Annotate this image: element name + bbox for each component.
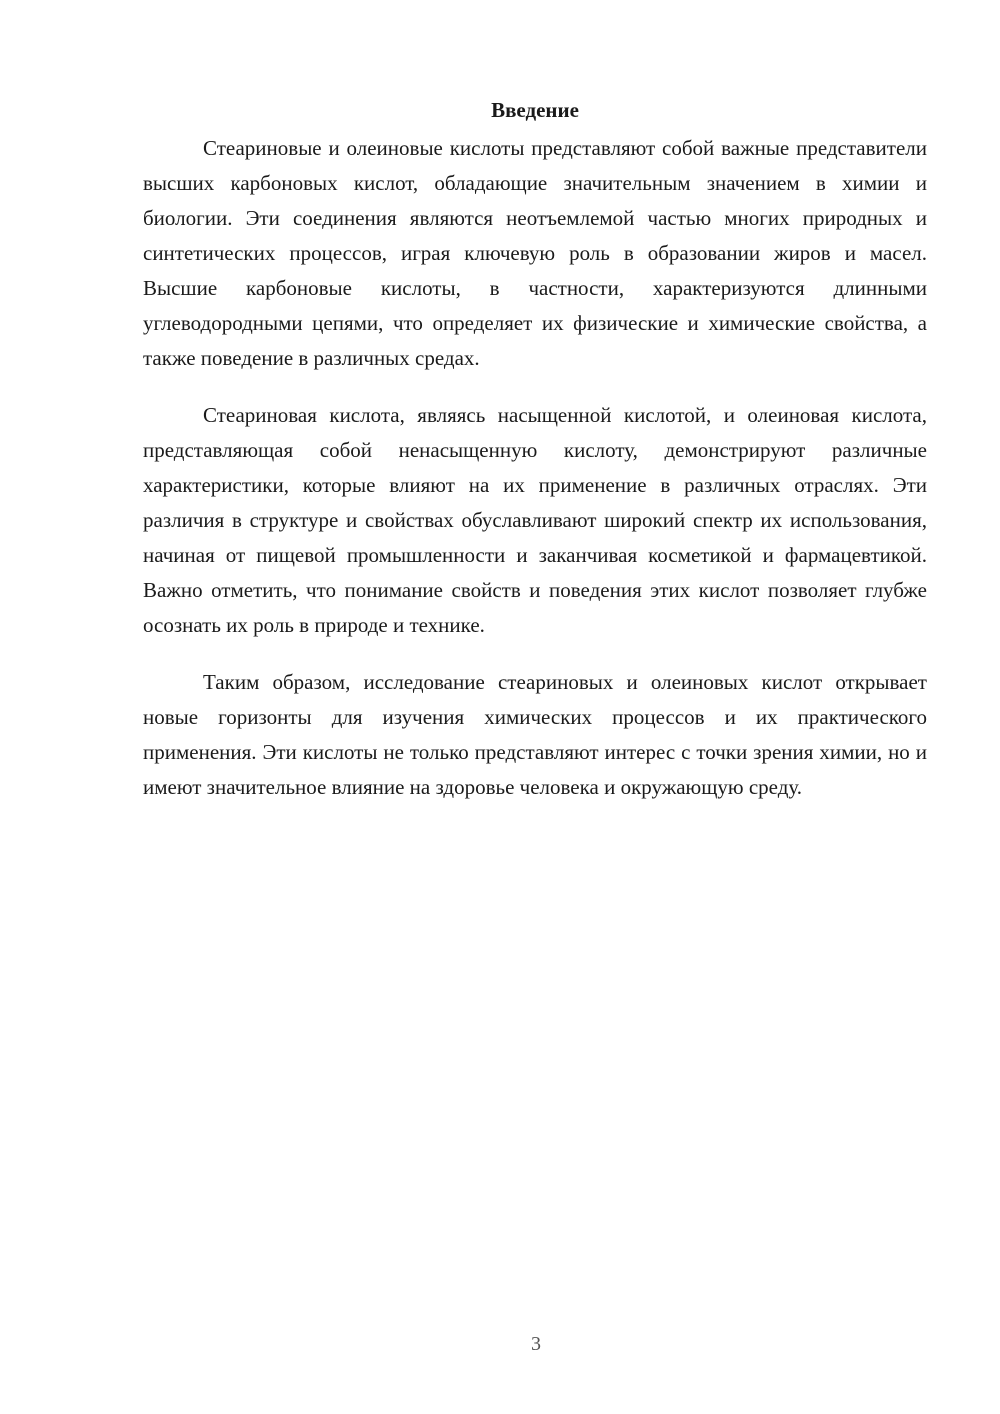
paragraph-1: Стеариновые и олеиновые кислоты представляют собой важные представители высших карбоновых кислот, обладающие значительным значением в химии и биологии. Эти соединения являются неотъемлемой частью многих природных и синтетических процессов, играя ключевую роль в образовании жиров и масел. Высшие карбоновые кислоты, в частности, характеризуются длинными углеводородными цепями, что определяет их физические и химические свойства, а также поведение в различных средах. [143, 136, 927, 370]
paragraph-2: Стеариновая кислота, являясь насыщенной кислотой, и олеиновая кислота, представляющая собой ненасыщенную кислоту, демонстрируют различные характеристики, которые влияют на их применение в различных отраслях. Эти различия в структуре и свойствах обуславливают широкий спектр их использования, начиная от пищевой промышленности и заканчивая косметикой и фармацевтикой. Важно отметить, что понимание свойств и поведения этих кислот позволяет глубже осознать их роль в природе и технике. [143, 403, 927, 637]
paragraph-3: Таким образом, исследование стеариновых и олеиновых кислот открывает новые горизонты для изучения химических процессов и их практического применения. Эти кислоты не только представляют интерес с точки зрения химии, но и имеют значительное влияние на здоровье человека и окружающую среду. [143, 670, 927, 799]
page-content [143, 93, 927, 827]
page-number: 3 [531, 1333, 541, 1355]
section-heading: Введение [491, 98, 579, 122]
